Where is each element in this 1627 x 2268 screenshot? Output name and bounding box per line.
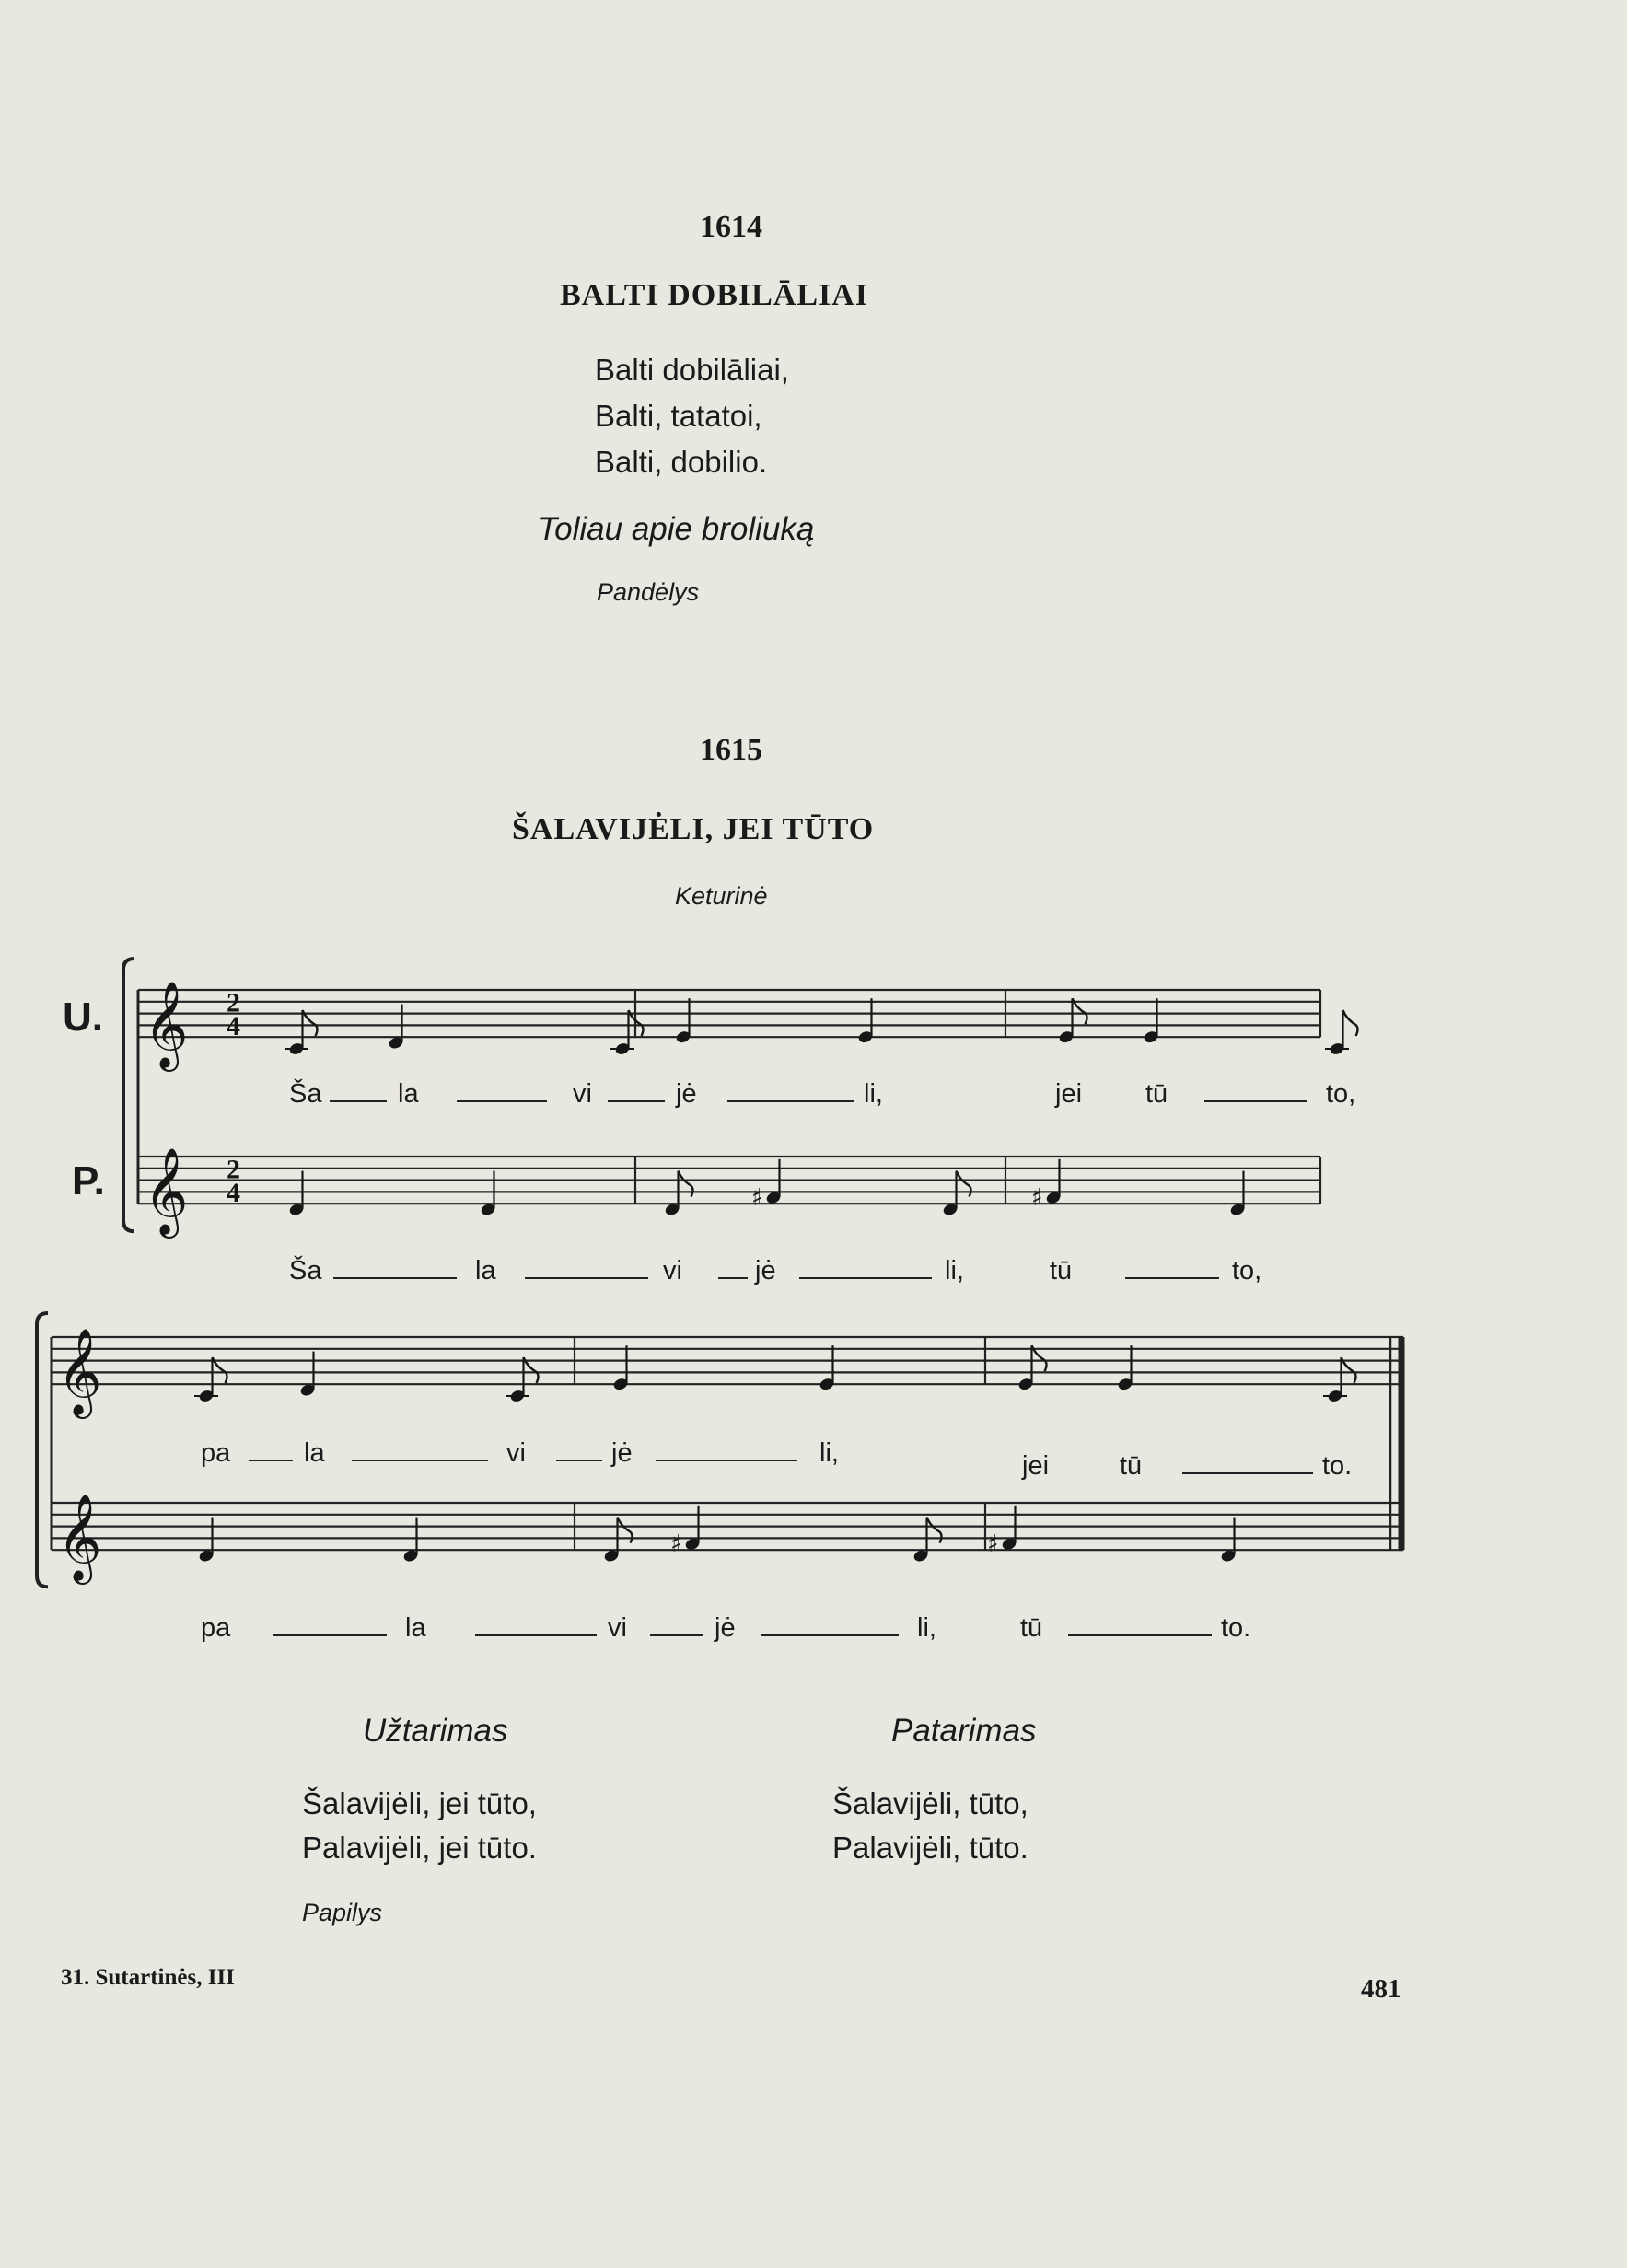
sys2-upper-syllable: jė bbox=[611, 1438, 633, 1468]
song-1614-place: Pandėlys bbox=[597, 578, 700, 606]
song-1614-line-3: Balti, dobilio. bbox=[595, 445, 768, 479]
treble-clef: 𝄞 bbox=[144, 1147, 189, 1236]
sys1-upper-syllable: vi bbox=[573, 1079, 592, 1109]
time-signature-top: 2 bbox=[227, 987, 240, 1018]
part-label-u: U. bbox=[63, 994, 103, 1040]
treble-clef: 𝄞 bbox=[57, 1328, 102, 1416]
sys2-upper-syllable: la bbox=[304, 1438, 325, 1468]
sys1-upper-syllable: tū bbox=[1145, 1079, 1168, 1109]
footer-book-ref: 31. Sutartinės, III bbox=[61, 1965, 235, 1990]
song-1614-number: 1614 bbox=[700, 210, 762, 244]
sys1-lower-syllable: Ša bbox=[289, 1256, 322, 1285]
sys1-upper-syllable: to, bbox=[1326, 1079, 1356, 1109]
sys1-lower-syllable: li, bbox=[945, 1256, 964, 1285]
time-signature-bottom: 4 bbox=[227, 1011, 240, 1042]
song-1615-subtitle: Keturinė bbox=[675, 882, 768, 910]
song-1614-note: Toliau apie broliuką bbox=[538, 511, 815, 547]
sys2-lower-syllable: la bbox=[405, 1613, 426, 1643]
sharp-sign: ♯ bbox=[670, 1529, 682, 1558]
uztarimas-line-2: Palavijėli, jei tūto. bbox=[302, 1831, 537, 1865]
song-1614-line-2: Balti, tatatoi, bbox=[595, 399, 762, 433]
sys1-lower-syllable: to, bbox=[1232, 1256, 1262, 1285]
sys1-lower-syllable: jė bbox=[755, 1256, 776, 1285]
song-1615-place: Papilys bbox=[302, 1899, 383, 1926]
sys1-lower-syllable: la bbox=[475, 1256, 496, 1285]
sharp-sign: ♯ bbox=[987, 1529, 999, 1558]
song-1615-number: 1615 bbox=[700, 733, 762, 767]
sys2-lower-syllable: vi bbox=[608, 1613, 627, 1643]
sys1-upper-syllable: jei bbox=[1055, 1079, 1083, 1109]
sys1-upper-syllable: la bbox=[398, 1079, 419, 1109]
song-1615-title: ŠALAVIJĖLI, JEI TŪTO bbox=[512, 812, 875, 846]
sys2-lower-syllable: tū bbox=[1020, 1613, 1043, 1643]
sys2-upper-syllable: jei bbox=[1022, 1451, 1050, 1481]
uztarimas-line-1: Šalavijėli, jei tūto, bbox=[302, 1786, 537, 1820]
sys2-lower-syllable: jė bbox=[715, 1613, 736, 1643]
system-bracket bbox=[123, 959, 134, 1231]
sys2-upper-syllable: to. bbox=[1322, 1451, 1353, 1481]
sys1-lower-syllable: vi bbox=[663, 1256, 682, 1285]
uztarimas-heading: Užtarimas bbox=[363, 1713, 508, 1749]
patarimas-line-1: Šalavijėli, tūto, bbox=[832, 1786, 1028, 1820]
sys2-upper-syllable: li, bbox=[819, 1438, 839, 1468]
sys2-upper-syllable: pa bbox=[201, 1438, 231, 1468]
song-1614-title: BALTI DOBILĀLIAI bbox=[560, 278, 869, 312]
part-label-p: P. bbox=[72, 1158, 105, 1204]
sys1-upper-syllable: li, bbox=[864, 1079, 883, 1109]
page-number: 481 bbox=[1361, 1974, 1401, 2004]
sys1-lower-syllable: tū bbox=[1050, 1256, 1073, 1285]
song-1614-line-1: Balti dobilāliai, bbox=[595, 353, 789, 387]
patarimas-line-2: Palavijėli, tūto. bbox=[832, 1831, 1028, 1865]
sys2-lower-syllable: pa bbox=[201, 1613, 231, 1643]
sys1-upper-syllable: Ša bbox=[289, 1079, 322, 1109]
sharp-sign: ♯ bbox=[1031, 1183, 1043, 1212]
time-signature-bottom: 4 bbox=[227, 1178, 240, 1209]
note-flag bbox=[1343, 1010, 1358, 1036]
patarimas-heading: Patarimas bbox=[891, 1713, 1037, 1749]
sys2-upper-syllable: vi bbox=[506, 1438, 526, 1468]
sys2-lower-syllable: li, bbox=[917, 1613, 936, 1643]
sys2-upper-syllable: tū bbox=[1120, 1451, 1143, 1481]
sys1-upper-syllable: jė bbox=[676, 1079, 697, 1109]
treble-clef: 𝄞 bbox=[144, 981, 189, 1069]
treble-clef: 𝄞 bbox=[57, 1494, 102, 1582]
system-bracket bbox=[37, 1313, 48, 1587]
sys2-lower-syllable: to. bbox=[1221, 1613, 1251, 1643]
sharp-sign: ♯ bbox=[751, 1183, 763, 1212]
time-signature-top: 2 bbox=[227, 1154, 240, 1185]
